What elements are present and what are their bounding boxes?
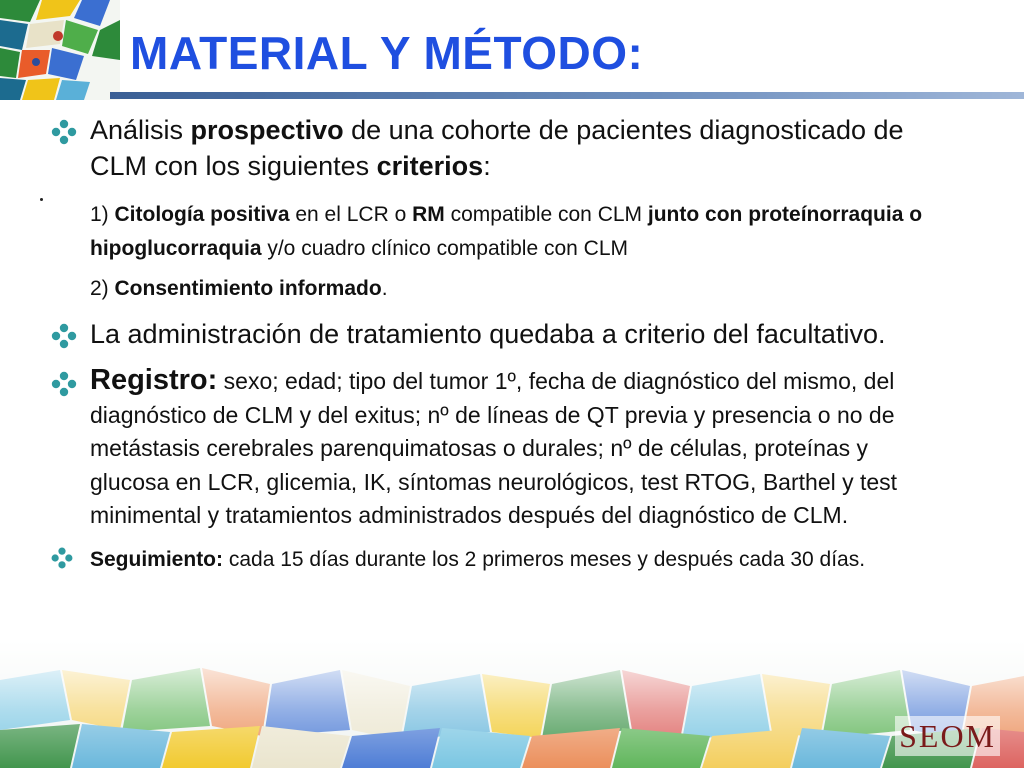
- mosaic-strip-decoration: [0, 640, 1024, 768]
- bullet-registry: [50, 364, 950, 533]
- title-underline-rule: [110, 92, 1024, 99]
- diamond-bullet-icon: [50, 370, 78, 398]
- bullet-analysis-text: Análisis prospectivo de una cohorte de pacientes diagnosticado de CLM con los siguientes criterios:: [90, 115, 904, 181]
- bullet-registry-text: Registro: sexo; edad; tipo del tumor 1º, fecha de diagnóstico del mismo, del diagnóstico de CLM y del exitus; nº de líneas de QT previa y presencia o no de metástasis cerebrales parenquimatosas o durales; nº de células, proteínas y glucosa en LCR, glicemia, IK, síntomas neurológicos, test RTOG, Barthel y test minimental y tratamientos administrados después del diagnóstico de CLM.: [90, 364, 898, 528]
- criterion-2: 2) Consentimiento informado.: [90, 277, 388, 300]
- stray-dot-mark: [40, 198, 43, 201]
- criterion-1: 1) Citología positiva en el LCR o RM compatible con CLM junto con proteínorraquia o hipoglucorraquia y/o cuadro clínico compatible con CLM: [90, 203, 923, 260]
- bullet-analysis: [50, 112, 950, 184]
- diamond-bullet-icon: [50, 118, 78, 146]
- bullet-treatment-text: La administración de tratamiento quedaba a criterio del facultativo.: [90, 319, 886, 349]
- slide-title: MATERIAL Y MÉTODO:: [130, 27, 644, 79]
- mosaic-corner-decoration: [0, 0, 120, 100]
- diamond-bullet-icon: [50, 322, 78, 350]
- diamond-bullet-icon: [50, 546, 74, 570]
- bullet-treatment: [50, 316, 950, 352]
- bullet-followup-text: Seguimiento: cada 15 días durante los 2 primeros meses y después cada 30 días.: [90, 547, 866, 571]
- seom-logo: SEOM: [895, 716, 1000, 756]
- bullet-followup: [50, 543, 950, 577]
- slide-content: [50, 112, 950, 577]
